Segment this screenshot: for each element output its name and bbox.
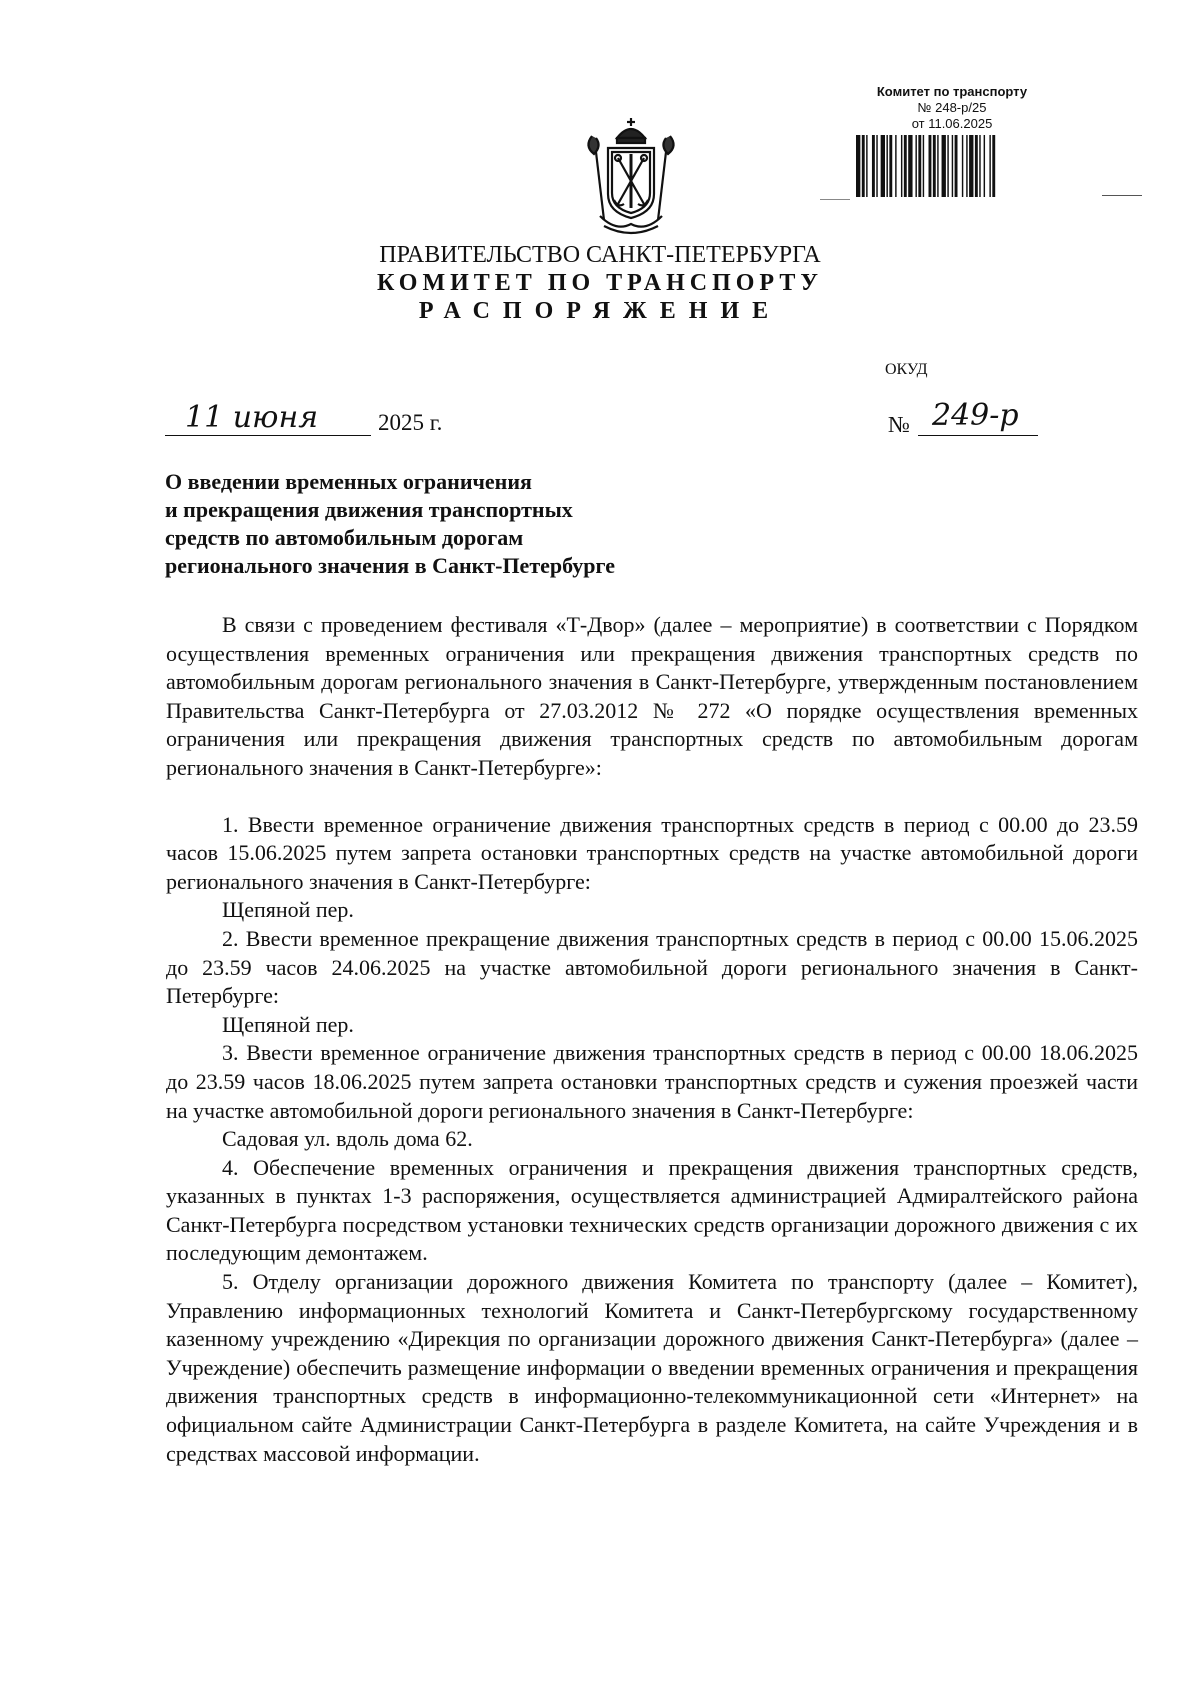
barcode-bar	[862, 135, 865, 197]
subject-line: и прекращения движения транспортных	[165, 497, 573, 522]
barcode-bar	[886, 135, 887, 197]
handwritten-number: 249-р	[932, 398, 1019, 433]
barcode-bar	[947, 135, 948, 197]
item-1-street: Щепяной пер.	[222, 897, 354, 923]
barcode-bar	[962, 135, 963, 197]
item-2-paragraph: 2. Ввести временное прекращение движения транспортных средств в период с 00.00 15.06.2025 до 23.59 часов 24.06.2025 на участке автомобильной дороги регионального значения в Санкт-Петербурге:	[166, 925, 1138, 1009]
barcode-bar	[984, 135, 985, 197]
item-1-paragraph: 1. Ввести временное ограничение движения транспортных средств в период с 00.00 до 23.59 часов 15.06.2025 путем запрета остановки транспортных средств на участке автомобильной дороги регионального значения в Санкт-Петербурге:	[166, 811, 1138, 894]
stamp-org: Комитет по транспорту	[876, 84, 1028, 99]
date-year: 2025 г.	[378, 410, 443, 435]
number-underline	[918, 435, 1038, 436]
item-5-paragraph: 5. Отделу организации дорожного движения Комитета по транспорту (далее – Комитет), Управлению информационных технологий Комитета и Санкт-Петербургскому государственному казенному учреждению «Дирекция по организации дорожного движения Санкт-Петербурга» (далее – Учреждение) обеспечить размещение информации о введении временных ограничения и прекращения движения транспортных средств в информационно-телекоммуникационной сети «Интернет» на официальном сайте Администрации Санкт-Петербурга в разделе Комитета, на сайте Учреждения и в средствах массовой информации.	[166, 1269, 1138, 1466]
date-underline	[165, 435, 371, 436]
barcode-bar	[966, 135, 967, 197]
barcode-bar	[955, 135, 958, 197]
barcode-bar	[979, 135, 980, 197]
barcode-bar	[895, 135, 896, 197]
barcode-bar	[923, 135, 924, 197]
stamp-divider-left	[820, 199, 850, 200]
preamble-paragraph: В связи с проведением фестиваля «Т-Двор» (далее – мероприятие) в соответствии с Порядком осуществления временных ограничения или прекращения движения транспортных средств по автомобильным дорогам регионального значения в Санкт-Петербурге, утвержденным постановлением Правительства Санкт-Петербурга от 27.03.2012 № 272 «О порядке осуществления временных ограничения или прекращения движения транспортных средств по автомобильным дорогам регионального значения в Санкт-Петербурге»:	[166, 612, 1138, 780]
stamp-date: от 11.06.2025	[911, 116, 993, 131]
barcode-bar	[908, 135, 912, 197]
item-3-paragraph: 3. Ввести временное ограничение движения транспортных средств в период с 00.00 18.06.2025 до 23.59 часов 18.06.2025 путем запрета остановки транспортных средств и сужения проезжей части на участке автомобильной дороги регионального значения в Санкт-Петербурге:	[166, 1040, 1138, 1123]
barcode-bar	[933, 135, 936, 197]
document-subject	[165, 468, 725, 580]
document-type-title: РАСПОРЯЖЕНИЕ	[418, 298, 782, 324]
barcode-bar	[975, 135, 978, 197]
stamp-divider	[1102, 195, 1142, 196]
number-sign: №	[888, 412, 910, 437]
document-date	[165, 400, 465, 440]
document-number	[888, 398, 1068, 442]
barcode-bar	[929, 135, 932, 197]
subject-line: средств по автомобильным дорогам	[165, 525, 524, 550]
item-2-street: Щепяной пер.	[222, 1011, 354, 1037]
barcode-bar	[866, 135, 867, 197]
barcode-bar	[889, 135, 892, 197]
barcode-bar	[989, 135, 990, 197]
barcode-bar	[872, 135, 875, 197]
saint-petersburg-coat-of-arms-icon	[582, 116, 680, 236]
barcode-bar	[881, 135, 885, 197]
barcode-icon	[854, 135, 1050, 197]
government-title: ПРАВИТЕЛЬСТВО САНКТ-ПЕТЕРБУРГА	[379, 242, 821, 268]
subject-line: регионального значения в Санкт-Петербурге	[165, 553, 615, 578]
item-3-street: Садовая ул. вдоль дома 62.	[222, 1126, 473, 1152]
barcode-bar	[901, 135, 902, 197]
committee-title: КОМИТЕТ ПО ТРАНСПОРТУ	[377, 270, 823, 296]
registration-stamp	[836, 84, 1068, 202]
barcode-bar	[904, 135, 907, 197]
barcode-bar	[952, 135, 953, 197]
paragraph-gap	[166, 783, 1138, 811]
stamp-number: № 248-р/25	[917, 100, 987, 115]
barcode-bar	[876, 135, 877, 197]
document-body	[166, 611, 1138, 1468]
subject-line: О введении временных ограничения	[165, 469, 532, 494]
handwritten-date: 11 июня	[185, 400, 319, 435]
okud-label: ОКУД	[885, 361, 928, 378]
barcode-bar	[969, 135, 973, 197]
barcode-bar	[942, 135, 946, 197]
barcode-bar	[992, 135, 995, 197]
barcode-bar	[915, 135, 916, 197]
item-4-paragraph: 4. Обеспечение временных ограничения и прекращения движения транспортных средств, указанных в пунктах 1-3 распоряжения, осуществляется администрацией Адмиралтейского района Санкт-Петербурга посредством установки технических средств организации дорожного движения с их последующим демонтажем.	[166, 1154, 1138, 1266]
barcode-bar	[856, 135, 860, 197]
barcode-bar	[937, 135, 938, 197]
barcode-bar	[918, 135, 921, 197]
